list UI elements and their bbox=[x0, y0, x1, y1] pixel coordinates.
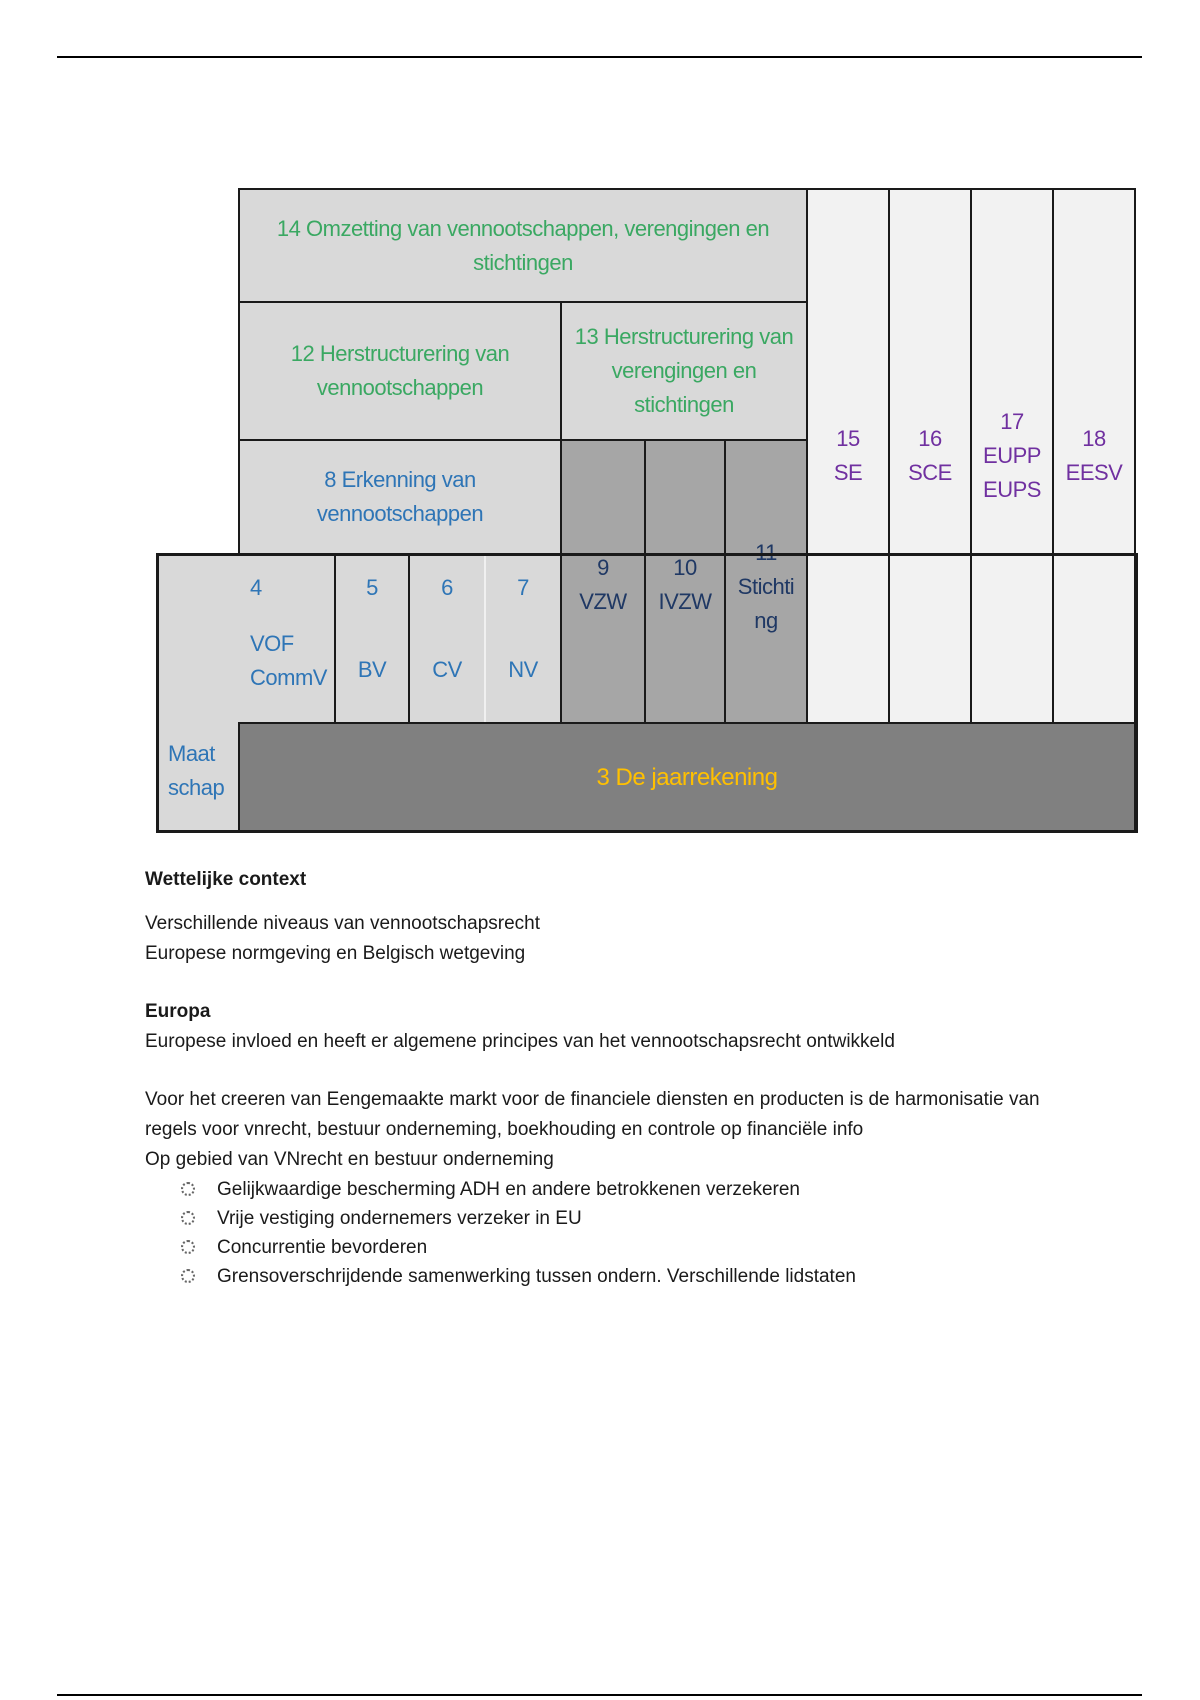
bullet-icon bbox=[181, 1269, 195, 1283]
cell-16-label: 16 SCE bbox=[908, 426, 952, 485]
cell-4-number: 4 bbox=[250, 575, 262, 600]
text-section bbox=[145, 865, 1075, 1291]
cell-14-label: 14 Omzetting van vennootschappen, verengingen en stichtingen bbox=[276, 215, 770, 275]
cell-6-number: 6 bbox=[441, 575, 453, 600]
bullet-text: Vrije vestiging ondernemers verzeker in EU bbox=[217, 1208, 582, 1229]
cell-12-label: 12 Herstructurering van vennootschappen bbox=[290, 341, 510, 400]
bullet-text: Grensoverschrijdende samenwerking tussen ondern. Verschillende lidstaten bbox=[217, 1266, 856, 1287]
cell-5-number: 5 bbox=[366, 575, 378, 600]
cell-16-sce bbox=[888, 188, 972, 724]
cell-15-se bbox=[806, 188, 890, 724]
line-normgeving: Europese normgeving en Belgisch wetgeving bbox=[145, 943, 526, 964]
legal-structure-diagram bbox=[0, 0, 1200, 840]
cell-8-label: 8 Erkenning van vennootschappen bbox=[316, 467, 484, 526]
cell-5-label: BV bbox=[357, 657, 387, 682]
bullet-text: Concurrentie bevorderen bbox=[217, 1237, 428, 1258]
cell-13-label: 13 Herstructurering van verengingen en stichtingen bbox=[574, 324, 794, 417]
cell-17-eupp bbox=[970, 188, 1054, 724]
cell-17-label: 17 EUPP EUPS bbox=[983, 409, 1041, 502]
cell-12-herstructurering-vennootschappen bbox=[238, 301, 562, 441]
list-item bbox=[145, 1262, 1075, 1291]
bullet-icon bbox=[181, 1240, 195, 1254]
cell-6-cv bbox=[408, 553, 486, 724]
bullet-text: Gelijkwaardige bescherming ADH en andere betrokkenen verzekeren bbox=[217, 1179, 800, 1200]
cell-4-vof bbox=[238, 553, 336, 724]
heading-wettelijke-context: Wettelijke context bbox=[145, 869, 307, 890]
bullet-icon bbox=[181, 1211, 195, 1225]
list-item bbox=[145, 1175, 1075, 1204]
cell-15-label: 15 SE bbox=[833, 426, 863, 485]
cell-3-label: 3 De jaarrekening bbox=[596, 763, 778, 791]
cell-18-label: 18 EESV bbox=[1065, 426, 1123, 485]
cell-14-omzetting bbox=[238, 188, 808, 303]
cell-7-number: 7 bbox=[517, 575, 529, 600]
line-niveaus: Verschillende niveaus van vennootschapsrecht bbox=[145, 913, 541, 934]
bottom-rule bbox=[57, 1694, 1142, 1696]
bullet-list bbox=[145, 1175, 1075, 1291]
cell-8-erkenning bbox=[238, 439, 562, 555]
cell-6-label: CV bbox=[432, 657, 462, 682]
cell-11-label: 11 Stichti ng bbox=[737, 540, 795, 633]
line-vnrecht: Op gebied van VNrecht en bestuur onderneming bbox=[145, 1149, 554, 1170]
cell-7-nv bbox=[484, 553, 562, 724]
cell-9-vzw bbox=[560, 439, 646, 724]
list-item bbox=[145, 1233, 1075, 1262]
maatschap-label: Maat schap bbox=[168, 741, 225, 800]
bullet-icon bbox=[181, 1182, 195, 1196]
heading-europa: Europa bbox=[145, 1001, 211, 1022]
cell-4-label: VOF CommV bbox=[250, 631, 327, 690]
cell-9-label: 9 VZW bbox=[579, 555, 627, 614]
line-europese-invloed: Europese invloed en heeft er algemene principes van het vennootschapsrecht ontwikkeld bbox=[145, 1031, 895, 1052]
cell-11-stichting bbox=[724, 439, 808, 724]
cell-maatschap bbox=[156, 553, 240, 833]
paragraph-eengemaakte-markt: Voor het creeren van Eengemaakte markt voor de financiele diensten en producten is de harmonisatie van regels voor vnrecht, bestuur onderneming, boekhouding en controle op financiële info bbox=[145, 1089, 1040, 1140]
cell-5-bv bbox=[334, 553, 410, 724]
cell-10-label: 10 IVZW bbox=[658, 555, 712, 614]
list-item bbox=[145, 1204, 1075, 1233]
cell-10-ivzw bbox=[644, 439, 726, 724]
cell-3-jaarrekening bbox=[238, 722, 1136, 833]
cell-13-herstructurering-verenigingen bbox=[560, 301, 808, 441]
cell-18-eesv bbox=[1052, 188, 1136, 724]
cell-7-label: NV bbox=[508, 657, 538, 682]
